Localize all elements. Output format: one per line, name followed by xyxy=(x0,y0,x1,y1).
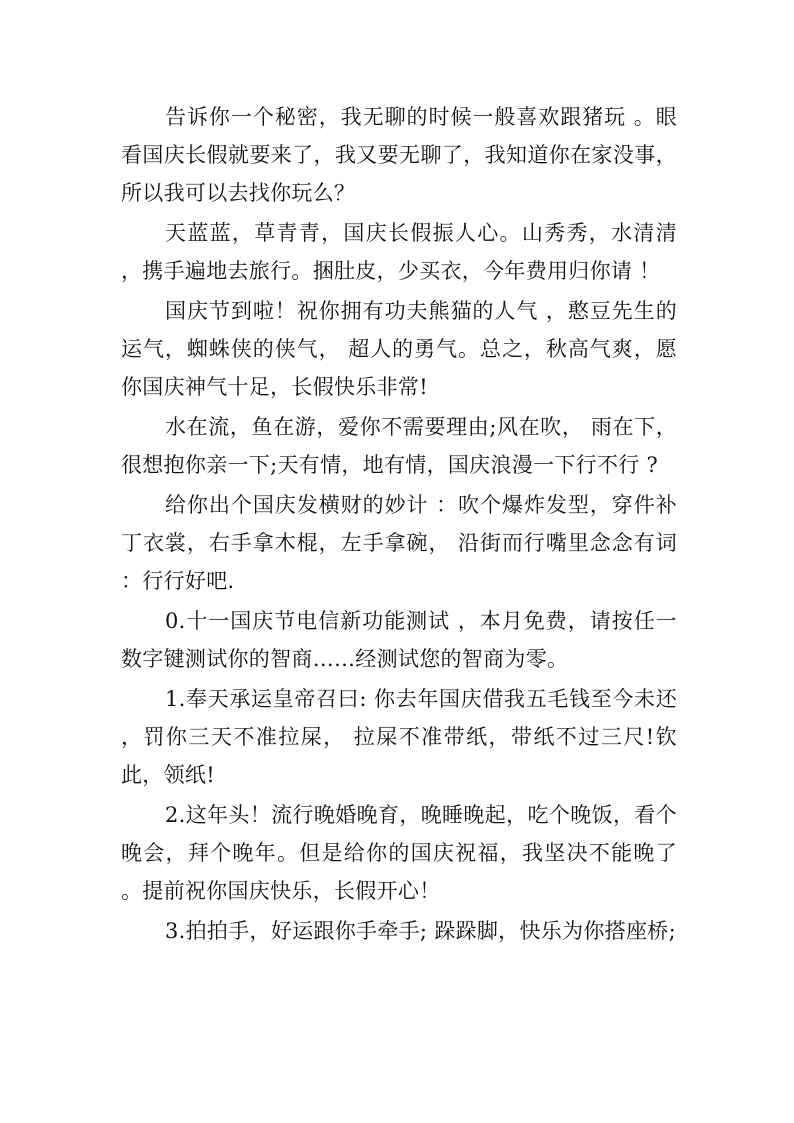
paragraph-blue-sky: 天蓝蓝，草青青，国庆长假振人心。山秀秀，水清清 ，携手遍地去旅行。捆肚皮，少买衣，今年费用归你请 ！ xyxy=(121,221,677,283)
paragraph-fortune-plan: 给你出个国庆发横财的妙计 ：吹个爆炸发型，穿件补丁衣裳，右手拿木棍，左手拿碗， 沿街而行嘴里念念有词 ：行行好吧. xyxy=(121,493,677,593)
paragraph-item-1: 1.奉天承运皇帝召曰: 你去年国庆借我五毛钱至今未还 ，罚你三天不准拉屎， 拉屎不准带纸，带纸不过三尺!钦此，领纸! xyxy=(121,687,677,787)
paragraph-item-0: 0.十一国庆节电信新功能测试 ，本月免费，请按任一数字键测试你的智商……经测试您的智商为零。 xyxy=(121,609,677,671)
paragraph-item-3: 3.拍拍手，好运跟你手牵手; 跺跺脚，快乐为你搭座桥; xyxy=(165,919,676,943)
paragraph-water-flows: 水在流，鱼在游，爱你不需要理由;风在吹， 雨在下，很想抱你亲一下;天有情，地有情，国庆浪漫一下行不行 ? xyxy=(121,415,677,477)
document-body xyxy=(121,98,677,950)
paragraph-item-2: 2.这年头！流行晚婚晚育，晚睡晚起，吃个晚饭，看个晚会，拜个晚年。但是给你的国庆祝福，我坚决不能晚了 。提前祝你国庆快乐，长假开心！ xyxy=(121,803,677,903)
paragraph-secret: 告诉你一个秘密，我无聊的时候一般喜欢跟猪玩 。眼看国庆长假就要来了，我又要无聊了，我知道你在家没事，所以我可以去找你玩么？ xyxy=(121,105,677,205)
paragraph-national-day: 国庆节到啦！祝你拥有功夫熊猫的人气 ，憨豆先生的运气，蜘蛛侠的侠气， 超人的勇气。总之，秋高气爽，愿你国庆神气十足，长假快乐非常! xyxy=(121,299,677,399)
